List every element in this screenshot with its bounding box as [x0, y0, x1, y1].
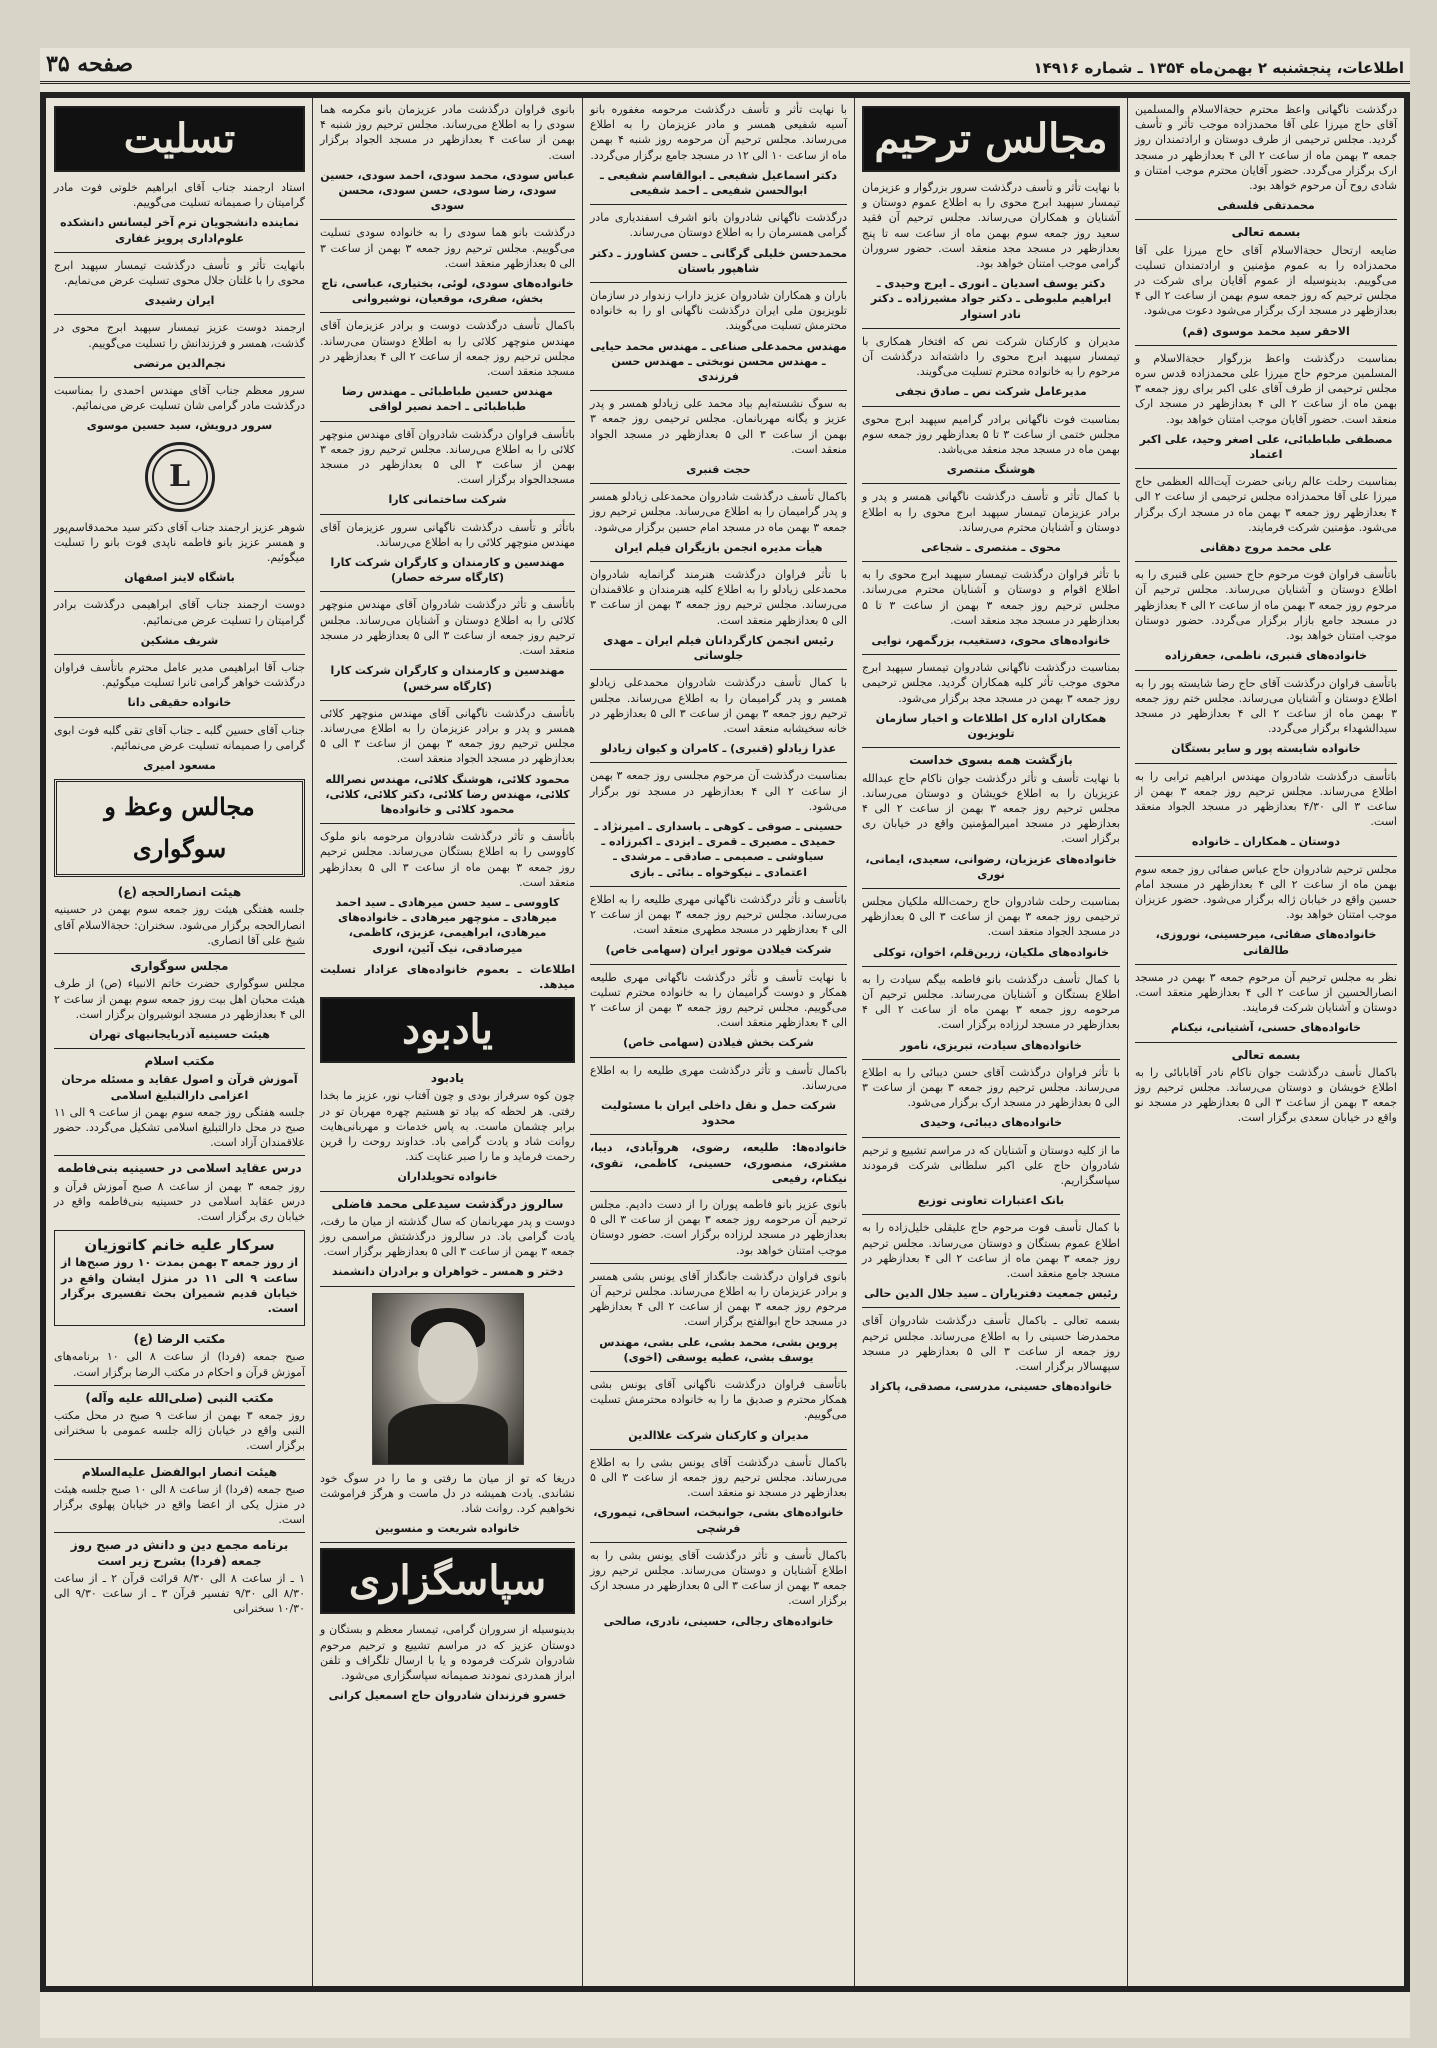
notice: باران و همکاران شادروان عزیز داراب زندوار در سازمان تلویزیون ملی ایران درگذشت ناگهانی او را به خانواده محترمش تسلیت می‌گویند. — [590, 289, 847, 333]
notice-signature: خانواده‌های دیبائی، وحیدی — [919, 1116, 1063, 1130]
notice-signature: علی محمد مروج دهقانی — [1199, 541, 1333, 555]
notice-signature: خانواده‌های صفائی، میرحسینی، نوروزی، طالقانی — [1155, 928, 1377, 957]
notice: باکمال تأسف درگذشت آقای یونس بشی را به اطلاع می‌رساند. مجلس ترحیم روز جمعه از ساعت ۳ الی ۵ بعدازظهر در مسجد نو منعقد است. — [590, 1455, 847, 1500]
box-title: سرکار علیه خانم کاتوزیان — [84, 1236, 275, 1255]
notice: بسمه تعالی ـ باکمال تأسف درگذشت شادروان آقای محمدرضا حسینی را به اطلاع می‌رساند. مجلس ترحیم روز جمعه از ساعت ۳ الی ۵ بعدازظهر در مسجد سپهسالار برگزار است. — [862, 1314, 1121, 1373]
notice: با نهایت تأثر و تأسف درگذشت مرحومه مغفوره بانو آسیه شفیعی همسر و مادر عزیزمان را به اطلاع می‌رساند. مجلس ترحیم آن مرحومه روز شنبه ۴ بهمن ماه از ساعت ۱۰ الی ۱۲ در مسجد جامع برگزار می‌گردد. — [590, 103, 847, 162]
notice-signature: محوی ـ منتصری ـ شجاعی — [921, 541, 1061, 555]
notice-signature: کاووسی ـ سید حسن میرهادی ـ سید احمد میرهادی ـ منوچهر میرهادی ـ خانواده‌های میرهادی، ابراهیمی، عزیزی، کاظمی، میرصادقی، نیک آئین، انوری — [335, 895, 560, 955]
notice-signature: حجت قنبری — [686, 463, 751, 477]
sermon-text: روز جمعه ۳ بهمن از ساعت ۸ صبح آموزش قرآن و درس عقاید اسلامی در حسینیه بنی‌فاطمه واقع در خیابان ری برگزار است. — [54, 1179, 305, 1223]
section-title-condolence: تسلیت — [54, 106, 305, 172]
notice-signature: سرور درویش، سید حسین موسوی — [86, 419, 273, 433]
notice-signature: خانواده شایسته پور و سایر بستگان — [1171, 742, 1361, 756]
column-3 — [583, 98, 854, 1986]
notice-signature: خانواده حقیقی دانا — [127, 696, 232, 710]
notice: بمناسبت رحلت شادروان حاج رحمت‌الله ملکیان مجلس ترحیمی روز جمعه ۳ بهمن از ساعت ۳ الی ۵ بعدازظهر در مسجد الجواد منعقد است. — [862, 894, 1120, 939]
notice: با تأثر فراوان درگذشت هنرمند گرانمایه شادروان محمدعلی زیادلو را به اطلاع کلیه هنرمندان و علاقمندان می‌رساند. مجلس ترحیم روز جمعه ۳ بهمن از ساعت ۳ الی ۵ بعدازظهر منعقد است. — [590, 568, 847, 627]
notice: بانوی فراوان درگذشت جانگداز آقای یونس بشی همسر و برادر عزیزمان را به اطلاع می‌رساند. مجلس ترحیم آن مرحوم روز جمعه ۳ بهمن از ساعت ۲ الی ۴ بعدازظهر در مسجد حاج ابوالفتح برگزار است. — [590, 1269, 847, 1329]
page-number: صفحه ۳۵ — [46, 51, 134, 77]
notice-signature: دکتر اسماعیل شفیعی ـ ابوالقاسم شفیعی ـ ابوالحسن شفیعی ـ احمد شفیعی — [599, 168, 838, 198]
issue-info: اطلاعات، پنجشنبه ۲ بهمن‌ماه ۱۳۵۴ ـ شماره ۱۴۹۱۶ — [1033, 59, 1404, 77]
notice: بمناسبت درگذشت آن مرحوم مجلسی روز جمعه ۳ بهمن از ساعت ۲ الی ۴ بعدازظهر در مسجد نور برگزار می‌شود. — [590, 769, 848, 813]
sermon-text: صبح جمعه (فردا) از ساعت ۸ الی ۱۰ صبح جلسه هیئت در منزل یکی از اعضا واقع در خیابان پهلوی برگزار است. — [54, 1482, 305, 1527]
notice-signature: محمدحسن خلیلی گرگانی ـ حسن کشاورز ـ دکتر شاهپور باستان — [590, 246, 847, 275]
notice-signature: خانواده شریعت و منسوبین — [375, 1522, 520, 1536]
notice: باکمال تأسف درگذشت دوست و برادر عزیزمان آقای مهندس منوچهر کلائی را به اطلاع دوستان می‌رساند. مجلس ترحیم روز جمعه از ساعت ۲ الی ۴ بعدازظهر در مسجد منعقد است. — [320, 319, 576, 379]
notice-signature: خانواده‌های محوی، دستغیب، بزرگمهر، نوایی — [871, 634, 1111, 648]
notice: بانوی فراوان درگذشت مادر عزیزمان بانو مکرمه هما سودی را به اطلاع می‌رساند. مجلس ترحیم روز شنبه ۴ بهمن از ساعت ۴ بعدازظهر در مسجد الجواد برگزار است. — [320, 103, 575, 162]
notice-signature: شرکت حمل و نقل داخلی ایران با مسئولیت محدود — [600, 1098, 837, 1128]
column-divider — [854, 98, 855, 1986]
notice-heading: بسمه تعالی — [1231, 1047, 1301, 1062]
notice: باتأسف و تأثر درگذشت ناگهانی مهری طلیعه را به اطلاع می‌رساند. مجلس ترحیم روز جمعه ۳ بهمن از ساعت ۲ الی ۴ بعدازظهر در مسجد مطهری منعقد است. — [590, 892, 847, 937]
notice: با کمال تأثر و تأسف درگذشت ناگهانی همسر و پدر و برادر عزیزمان تیمسار سپهبد ابرج محوی را به اطلاع دوستان و آشنایان محترم می‌رساند. — [862, 490, 1120, 534]
notice: مدیران و کارکنان شرکت نص که افتخار همکاری با تیمسار سپهبد ابرج محوی را داشته‌اند درگذشت آن مرحوم را به خانواده محترم تسلیت می‌گویند. — [862, 334, 1120, 379]
notice-heading: بازگشت همه بسوی خداست — [909, 753, 1073, 768]
notice: با تأثر فراوان درگذشت تیمسار سپهبد ابرج محوی را به اطلاع اقوام و دوستان و آشنایان محترم می‌رساند. مجلس ترحیم روز جمعه ۳ بهمن از ساعت ۳ تا ۵ بعدازظهر در مسجد مجد منعقد است. — [862, 568, 1120, 627]
notice: باتأثر و تأسف درگذشت ناگهانی سرور عزیزمان آقای مهندس منوچهر کلائی را به اطلاع می‌رساند. — [320, 520, 575, 549]
sermon-heading: هیئت انصار ابوالفضل علیه‌السلام — [81, 1464, 278, 1479]
notice-signature: خانواده‌های سیادت، تبریزی، نامور — [900, 1038, 1082, 1052]
notice-signature: حسینی ـ صوفی ـ کوهی ـ باسداری ـ امیرنژاد ـ حمیدی ـ مصیری ـ قمری ـ ایزدی ـ اکبرزاده ـ سیاوشی ـ صمیمی ـ صادقی ـ مرشدی ـ اعتمادی ـ نیکوخواه ـ بنائی ـ بازی — [594, 819, 843, 879]
section-title-thanks: سپاسگزاری — [320, 1548, 575, 1614]
notice: دریغا که تو از میان ما رفتی و ما را در سوگ خود نشاندی. یادت همیشه در دل ماست و هرگز فراموشت نخواهیم کرد. روانت شاد. — [320, 1471, 575, 1515]
notice: درگذشت ناگهانی شادروان بانو اشرف اسفندیاری مادر گرامی همسرمان را به اطلاع دوستان می‌رساند. — [590, 211, 847, 240]
notice: باتأسف فراوان درگذشت آقای حاج رضا شایسته پور را به اطلاع دوستان و آشنایان می‌رساند. مجلس ختم روز جمعه ۳ بهمن ماه از ساعت ۲ الی ۴ بعدازظهر در مسجد سیدالشهداء برگزار می‌گردد. — [1135, 676, 1398, 736]
notice: بانوی عزیز بانو فاطمه پوران را از دست دادیم. مجلس ترحیم آن مرحومه روز جمعه ۳ بهمن از ساعت ۳ الی ۵ بعدازظهر در مسجد لرزاده برگزار است. حضور دوستان موجب امتنان خواهد بود. — [590, 1197, 848, 1257]
notice: باتأسف فراوان درگذشت شادروان آقای مهندس منوچهر کلائی را به اطلاع می‌رساند. مجلس ترحیم روز جمعه ۳ بهمن از ساعت ۳ الی ۵ بعدازظهر در مسجد مسجدالجواد برگزار است. — [320, 427, 576, 487]
portrait-photo — [372, 1293, 524, 1465]
sermon-subheading: آموزش قرآن و اصول عقاید و مسئله مرحان اعزامی دارالتبلیغ اسلامی — [61, 1073, 298, 1102]
sermon-heading: برنامه مجمع دین و دانش در صبح روز جمعه (فردا) بشرح زیر است — [70, 1538, 289, 1568]
notice: باتأسف و تأثر درگذشت شادروان مرحومه بانو ملوک کاووسی را به اطلاع بستگان می‌رساند. مجلس ترحیم روز جمعه ۳ بهمن ماه از ساعت ۳ الی ۵ بعدازظهر منعقد است. — [320, 830, 576, 889]
notice-signature: رئیس جمعیت دفتریاران ـ سید جلال الدین حالی — [864, 1287, 1118, 1301]
section-title-sermons: مجالس وعظ و سوگواری — [54, 779, 305, 877]
notice: با کمال تأسف فوت مرحوم حاج علیقلی خلیل‌زاده را به اطلاع عموم بستگان و دوستان می‌رساند. مجلس ترحیم روز جمعه ۳ بهمن ماه از ساعت ۲ الی ۴ بعدازظهر در مسجد جامع منعقد است. — [862, 1221, 1121, 1280]
notice-signature: هوشنگ منتصری — [946, 463, 1036, 477]
notice: بانهایت تأثر و تأسف درگذشت تیمسار سپهبد ابرج محوی را با غلتان جلال محوی تسلیت عرض می‌نمایم. — [54, 258, 305, 288]
column-divider — [1127, 98, 1128, 1986]
sermon-heading: مجلس سوگواری — [130, 959, 229, 974]
notice-signature: خانواده‌های قنبری، ناظمی، جعفرزاده — [1164, 649, 1368, 663]
notice: بمناسبت فوت ناگهانی برادر گرامیم سپهبد ابرج محوی مجلس ختمی از ساعت ۳ تا ۵ بعدازظهر روز جمعه سوم بهمن ماه در مسجد مجد منعقد می‌باشد. — [862, 412, 1121, 457]
memorial-subtitle: یادبود — [430, 1071, 465, 1086]
notice-signature: محمود کلائی، هوشنگ کلائی، مهندس نصرالله کلائی، مهندس رضا کلائی، دکتر کلائی، کلائی، محمود کلائی و خانواده‌ها — [325, 772, 570, 816]
sermon-text: ۱ ـ از ساعت ۸ الی ۸/۳۰ قرائت قرآن ۲ ـ از ساعت ۸/۳۰ الی ۹/۳۰ تفسیر قرآن ۳ ـ از ساعت ۹/۳۰ الی ۱۰/۳۰ سخنرانی — [54, 1571, 305, 1616]
notice-signature: خانواده‌های بشی، جوانبخت، اسحاقی، تیموری، فرشچی — [593, 1506, 844, 1535]
column-divider — [312, 98, 313, 1986]
notice-signature: مهندسین و کارمندان و کارگران شرکت کارا (کارگاه سرخه حصار) — [330, 556, 565, 585]
notice-signature: مهندسین و کارمندان و کارگران شرکت کارا (کارگاه سرخس) — [330, 664, 565, 693]
notice-signature: شریف مشکین — [140, 633, 219, 647]
notice: با کمال تأسف درگذشت بانو فاطمه بیگم سیادت را به اطلاع بستگان و آشنایان می‌رساند. مجلس ترحیم آن مرحومه روز جمعه ۳ بهمن ماه از ساعت ۲ الی ۴ بعدازظهر در مسجد لرزاده برگزار است. — [862, 972, 1120, 1032]
column-2 — [855, 98, 1127, 1986]
notice-heading: سالروز درگذشت سیدعلی محمد فاضلی — [331, 1196, 564, 1211]
notice: دوست و پدر مهربانمان که سال گذشته از میان ما رفت، یادت گرامی باد. در سالروز درگذشتش مراسمی روز جمعه ۳ بهمن از ساعت ۳ الی ۵ بعدازظهر برگزار است. — [320, 1214, 575, 1259]
notice: باکمال تأسف و تأثر درگذشت مهری طلیعه را به اطلاع می‌رساند. — [590, 1063, 847, 1092]
notice-signature: خانواده‌های حسنی، آشتیانی، نیکنام — [1170, 1021, 1362, 1035]
sermon-heading: مکتب اسلام — [144, 1054, 215, 1069]
notice-signature: خانواده تحویلداران — [397, 1170, 498, 1184]
notice: ما از کلیه دوستان و آشنایان که در مراسم تشییع و ترحیم شادروان حاج علی اکبر سلطانی شرکت فرمودند سپاسگزاریم. — [862, 1143, 1120, 1187]
notice: با نهایت تأسف و تأثر درگذشت ناگهانی مهری طلیعه همکار و دوست گرامیمان را به خانواده محترم تسلیت می‌گوییم. مجلس ترحیم روز جمعه ۳ بهمن از ساعت ۲ الی ۴ بعدازظهر منعقد است. — [590, 970, 847, 1030]
notice-signature: همکاران اداره کل اطلاعات و اخبار سازمان تلویزیون — [875, 711, 1107, 741]
notice: بمناسبت درگذشت واعظ بزرگوار حجةالاسلام و المسلمین مرحوم حاج میرزا علی محمدزاده قدس سره مجلس ترحیمی از طرف آقای علی اکبر برای روز جمعه ۳ بهمن ماه از ساعت ۲ الی ۴ بعدازظهر در مسجد ارک منعقد است. حضور آقایان موجب امتنان خواهد بود. — [1135, 351, 1397, 426]
notice: نظر به مجلس ترحیم آن مرحوم جمعه ۳ بهمن در مسجد انصارالحسین از ساعت ۲ الی ۴ بعدازظهر منعقد است. دوستان و آشنایان شرکت فرمایند. — [1135, 970, 1397, 1015]
notice-signature: مصطفی طباطبائی، علی اصغر وحید، علی اکبر اعتماد — [1139, 432, 1393, 462]
notice: خانواده‌ها: طلیعه، رضوی، هروآبادی، دیبا، مشتری، منصوری، حسینی، کاظمی، تقوی، نیکنام، رفیعی — [590, 1141, 847, 1185]
page-header — [40, 48, 1410, 84]
notice-signature: خانواده‌های عزیزیان، رضوانی، سعیدی، ایمانی، نوری — [865, 852, 1117, 881]
notice: با نهایت تأسف و تأثر درگذشت جوان ناکام حاج عبدالله عزیزیان را به اطلاع خویشان و دوستان می‌رساند. مجلس ترحیم روز جمعه ۳ بهمن از ساعت ۲ الی ۴ بعدازظهر در مسجد امیرالمؤمنین واقع در خیابان ری برگزار است. — [862, 771, 1121, 846]
notice: با کمال تأسف درگذشت شادروان محمدعلی زیادلو همسر و پدر گرامیمان را به اطلاع می‌رساند. مجلس ترحیم روز جمعه ۳ بهمن از ساعت ۳ الی ۵ بعدازظهر در خانه سخیشابه منعقد است. — [590, 676, 847, 735]
section-title-tarhim: مجالس ترحیم — [862, 106, 1120, 172]
notice-signature: عذرا زیادلو (قنبری) ـ کامران و کیوان زیادلو — [600, 742, 837, 756]
notice: جناب آقا ابراهیمی مدیر عامل محترم باتأسف فراوان درگذشت خواهر گرامی تانرا تسلیت میگوئیم. — [54, 661, 305, 690]
notice-signature: هیأت مدیره انجمن بازیگران فیلم ایران — [614, 540, 823, 554]
notice-signature: هیئت حسینیه آذربایجانیهای تهران — [89, 1027, 270, 1041]
sermon-heading: مکتب الرضا (ع) — [133, 1332, 226, 1347]
notice-signature: خسرو فرزندان شادروان حاج اسمعیل کرانی — [328, 1689, 567, 1703]
sermon-text: جلسه هفتگی هیئت روز جمعه سوم بهمن در حسینیه انصارالحجه برگزار می‌شود. سخنران: حجةالاسلام آقای شیخ علی آقا انصاری. — [54, 903, 305, 947]
notice-signature: خانواده‌های سودی، لوئی، بختیاری، عباسی، تاج بخش، صفری، موقعیان، نوشیروانی — [321, 277, 574, 306]
notice: جناب آقای حسین گلبه ـ جناب آقای تقی گلبه فوت ابوی گرامی را صمیمانه تسلیت عرض می‌نمائیم. — [54, 723, 305, 752]
notice-signature: محمدتقی فلسفی — [1217, 199, 1315, 213]
notice: شوهر عزیز ارجمند جناب آقای دکتر سید محمدقاسم‌پور و همسر عزیز بانو فاطمه ناپدی فوت بانو را تسلیت میگوئیم. — [54, 520, 305, 565]
section-title-memorial: یادبود — [320, 997, 575, 1063]
sermon-text: جلسه هفتگی روز جمعه سوم بهمن از ساعت ۹ الی ۱۱ صبح در محل دارالتبلیغ اسلامی تشکیل می‌گردد. حضور علاقمندان آزاد است. — [54, 1105, 305, 1150]
notice-signature: شرکت فیلادن موتور ایران (سهامی خاص) — [605, 943, 832, 957]
thanks-text: بدینوسیله از سروران گرامی، تیمسار معظم و بستگان و دوستان عزیز که در مراسم تشییع و ترحیم مرحوم شادروان شرکت فرموده و یا با ارسال تلگراف و تلفن ابراز همدردی نمودند صمیمانه سپاسگزاری می‌شود. — [320, 1623, 575, 1683]
notice-signature: پروین بشی، محمد بشی، علی بشی، مهندس یوسف بشی، عطیه یوسفی (اخوی) — [599, 1335, 838, 1364]
notice: باکمال تأسف درگذشت جوان ناکام نادر آقابابائی را به اطلاع خویشان و دوستان می‌رساند. مجلس ترحیم روز جمعه ۳ بهمن از ساعت ۳ الی ۵ بعدازظهر در مسجد نو واقع در خیابان سعدی برگزار است. — [1135, 1065, 1397, 1125]
notice-signature: خانواده‌های ملکیان، زرین‌قلم، اخوان، توکلی — [872, 945, 1110, 959]
notice: باکمال تأسف و تأثر درگذشت آقای یونس بشی را به اطلاع آشنایان و دوستان می‌رساند. مجلس ترحیم روز جمعه ۳ بهمن از ساعت ۳ الی ۵ بعدازظهر در مسجد ارک برگزار است. — [590, 1548, 847, 1608]
sermon-heading: درس عقاید اسلامی در حسینیه بنی‌فاطمه — [57, 1161, 302, 1176]
notice-signature: دختر و همسر ـ خواهران و برادران دانشمند — [331, 1265, 564, 1279]
notice-signature: باشگاه لاینز اصفهان — [124, 571, 235, 585]
notice-signature: الاحقر سید محمد موسوی (قم) — [1182, 324, 1350, 338]
notice-signature: رئیس انجمن کارگردانان فیلم ایران ـ مهدی جلوساتی — [603, 633, 834, 663]
sermon-text: روز جمعه ۳ بهمن از ساعت ۹ صبح در محل مکتب النبی واقع در خیابان ژاله جلسه عمومی با سخنرانی برگزار است. — [54, 1408, 305, 1453]
notice: با نهایت تأثر و تأسف درگذشت سرور بزرگوار و عزیزمان تیمسار سپهبد ابرج محوی را به اطلاع عموم دوستان و آشنایان و همکاران می‌رساند. مجلس ترحیم آن فقید سعید روز جمعه سوم بهمن ماه از ساعت سه تا پنج بعدازظهر در مسجد مجد منعقد است. حضور سروران گرامی موجب امتنان خواهد بود. — [862, 181, 1120, 271]
notice: باتأسف درگذشت شادروان مهندس ابراهیم ترابی را به اطلاع می‌رساند. مجلس ترحیم روز جمعه ۳ بهمن از ساعت ۳ الی ۴/۳۰ بعدازظهر در مسجد الجواد منعقد است. — [1135, 769, 1397, 829]
sermon-heading: هیئت انصارالحجه (ع) — [117, 885, 242, 900]
notice-heading: بسمه تعالی — [1231, 225, 1301, 240]
notice: به سوگ نشسته‌ایم بیاد محمد علی زیادلو همسر و پدر عزیز و یگانه مهربانمان. مجلس ترحیمی روز جمعه ۳ بهمن از ساعت ۳ الی ۵ بعدازظهر در مسجد الجواد منعقد است. — [590, 397, 848, 456]
notice-signature: دکتر یوسف اسدیان ـ انوری ـ ایرج وحیدی ـ ابراهیم ملبوطی ـ دکتر جواد مشیرزاده ـ دکتر نادر استوار — [870, 277, 1112, 321]
notice: اطلاعات ـ بعموم خانواده‌های عزادار تسلیت میدهد. — [320, 962, 575, 991]
notice: باتأسف فراوان درگذشت ناگهانی آقای یونس بشی همکار محترم و صدیق ما را به خانواده محترمش تسلیت می‌گوییم. — [590, 1378, 847, 1422]
notice-signature: نجم‌الدین مرتضی — [133, 356, 226, 370]
notice: سرور معظم جناب آقای مهندس احمدی را بمناسبت درگذشت مادر گرامی شان تسلیت عرض می‌نمائیم. — [54, 384, 305, 413]
memorial-text: چون کوه سرفراز بودی و چون آفتاب نور، عزیز ما بخدا رفتی. هر لحظه که بیاد تو هستیم چهره مهربان تو در برابر چشمان ماست. به پاس خدمات و مهربانی‌هایت روانت شاد و یادت گرامی باد. خداوند روحت را قرین رحمت فرماید و ما را صبر عنایت کند. — [320, 1089, 575, 1164]
sermon-heading: مکتب النبی (صلی‌الله علیه وآله) — [85, 1390, 274, 1405]
notice-signature: شرکت ساختمانی کارا — [388, 493, 507, 507]
column-divider — [582, 98, 583, 1986]
notice-signature: خانواده‌های رجالی، حسینی، نادری، صالحی — [603, 1614, 834, 1628]
notice: درگذشت بانو هما سودی را به خانواده سودی تسلیت می‌گوییم. مجلس ترحیم روز جمعه ۳ بهمن از ساعت ۳ الی ۵ بعدازظهر منعقد است. — [320, 226, 575, 270]
notice: بمناسبت درگذشت ناگهانی شادروان تیمسار سپهبد ابرج محوی موجب تأثر کلیه همکاران گردید. مجلس ترحیمی روز جمعه ۳ بهمن در مسجد مجد برگزار می‌شود. — [862, 661, 1120, 705]
notice: دوست ارجمند جناب آقای ابراهیمی درگذشت برادر گرامیتان را تسلیت عرض می‌نمائیم. — [54, 598, 305, 627]
column-5 — [47, 98, 312, 1986]
notice-signature: مهندس حسین طباطبائی ـ مهندس رضا طباطبائی ـ احمد نصیر لواقی — [342, 385, 553, 414]
notice: با تأثر فراوان درگذشت آقای حسن دیبائی را به اطلاع می‌رساند. مجلس ترحیم روز جمعه ۳ بهمن از ساعت ۳ الی ۵ بعدازظهر در مسجد ارک برگزار می‌شود. — [862, 1065, 1120, 1110]
notice: درگذشت ناگهانی واعظ محترم حجةالاسلام والمسلمین آقای حاج میرزا علی آقا محمدزاده موجب تأثر و تأسف گردید. مجلس ترحیمی از طرف دوستان و ارادتمندان روز جمعه ۳ بهمن ماه از ساعت ۲ الی ۴ بعدازظهر در مسجد ارک برگزار می‌گردد. حضور آقایان محترم موجب امتنان و شادی روح آن مرحوم خواهد بود. — [1135, 103, 1398, 193]
sermon-text: صبح جمعه (فردا) از ساعت ۸ الی ۱۰ برنامه‌های آموزش قرآن و احکام در مکتب الرضا برگزار است. — [54, 1350, 306, 1379]
notice: ضایعه ارتحال حجةالاسلام آقای حاج میرزا علی آقا محمدزاده را به عموم مؤمنین و ارادتمندان تسلیت می‌گوییم. بدینوسیله از عموم آقایان برای شرکت در مجلس ترحیم که روز جمعه سوم بهمن از ساعت ۲ الی ۴ بعدازظهر در مسجد ارک برگزار می‌شود دعوت می‌شود. — [1135, 243, 1397, 318]
lions-club-logo: L — [145, 442, 215, 512]
notice-signature: مدیرعامل شرکت نص ـ صادق نجفی — [895, 385, 1087, 399]
notice: باتأسف درگذشت ناگهانی آقای مهندس منوچهر کلائی همسر و پدر و برادر عزیزمان را به اطلاع می‌رساند. مجلس ترحیم روز جمعه ۳ بهمن از ساعت ۳ الی ۵ بعدازظهر در مسجد الجواد منعقد است. — [320, 706, 576, 766]
notice: باتأسف و تأثر درگذشت شادروان آقای مهندس منوچهر کلائی را به اطلاع دوستان و آشنایان می‌رساند. مجلس ترحیم روز جمعه از ساعت ۳ الی ۵ بعدازظهر در مسجد منعقد است. — [320, 598, 576, 658]
notice: باتأسف فراوان فوت مرحوم حاج حسین علی قنبری را به اطلاع دوستان و آشنایان می‌رساند. مجلس ترحیم آن مرحوم روز جمعه ۳ بهمن ماه از ساعت ۲ الی ۴ بعدازظهر در مسجد جامع بازار برگزار می‌گردد. حضور دوستان موجب امتنان خواهد بود. — [1135, 568, 1397, 643]
notice-signature: نماینده دانشجویان ترم آخر لیسانس دانشکده علوم‌اداری پرویز غفاری — [60, 216, 299, 245]
notice: ارجمند دوست عزیز تیمسار سپهبد ابرج محوی در گذشت، همسر و فرزندانش را تسلیت می‌گوییم. — [54, 321, 305, 350]
box-text: از روز جمعه ۳ بهمن بمدت ۱۰ روز صبح‌ها از ساعت ۹ الی ۱۱ در منزل ایشان واقع در خیابان قدیم شمیران بحث تفسیری برگزار است. — [61, 1256, 298, 1315]
notice-signature: مهندس محمدعلی صناعی ـ مهندس محمد حیایی ـ مهندس محسن نوبختی ـ مهندس حسن فرزندی — [590, 339, 847, 384]
notice-signature: دوستان ـ همکاران ـ خانواده — [1191, 835, 1341, 849]
column-1 — [1128, 98, 1404, 1986]
notice-signature: بانک اعتبارات تعاونی توزیع — [917, 1194, 1065, 1208]
notice-signature: عباس سودی، محمد سودی، احمد سودی، حسین سودی، رضا سودی، حسن سودی، محسن سودی — [320, 168, 575, 213]
column-4 — [313, 98, 582, 1986]
notice-signature: شرکت بخش فیلادن (سهامی خاص) — [623, 1036, 814, 1050]
sermon-text: مجلس سوگواری حضرت خاتم الانبیاء (ص) از طرف هیئت محبان اهل بیت روز جمعه سوم بهمن از ساعت ۲ الی ۴ بعدازظهر در مسجد انوشیروان برگزار است. — [54, 977, 305, 1021]
featured-box — [54, 1230, 305, 1326]
notice: باکمال تأسف درگذشت شادروان محمدعلی زیادلو همسر و پدر گرامیمان را به اطلاع می‌رساند. مجلس ترحیم روز جمعه ۳ بهمن ماه در مسجد امام حسین برگزار می‌شود. — [590, 490, 847, 534]
notice-signature: مدیران و کارکنان شرکت علاالدین — [628, 1428, 809, 1442]
notice: مجلس ترحیم شادروان حاج عباس صفائی روز جمعه سوم بهمن ماه از ساعت ۲ الی ۴ بعدازظهر در مسجد امام حسین واقع در خیابان ژاله برگزار می‌شود. حضور عزیزان موجب امتنان خواهد بود. — [1135, 862, 1397, 922]
notice-signature: مسعود امیری — [143, 759, 216, 773]
notice: بمناسبت رحلت عالم ربانی حضرت آیت‌الله العظمی حاج میرزا علی آقا محمدزاده مجلس ترحیمی از ساعت ۲ الی ۴ بعدازظهر روز جمعه ۳ بهمن ماه در مسجد ارک برگزار می‌شود. مؤمنین شرکت فرمایند. — [1135, 475, 1397, 534]
notice: استاد ارجمند جناب آقای ابراهیم خلوتی فوت مادر گرامیتان را صمیمانه تسلیت می‌گوییم. — [54, 181, 305, 210]
notice-signature: خانواده‌های حسینی، مدرسی، مصدقی، پاکزاد — [869, 1380, 1113, 1394]
notice-signature: ایران رشیدی — [144, 294, 215, 308]
